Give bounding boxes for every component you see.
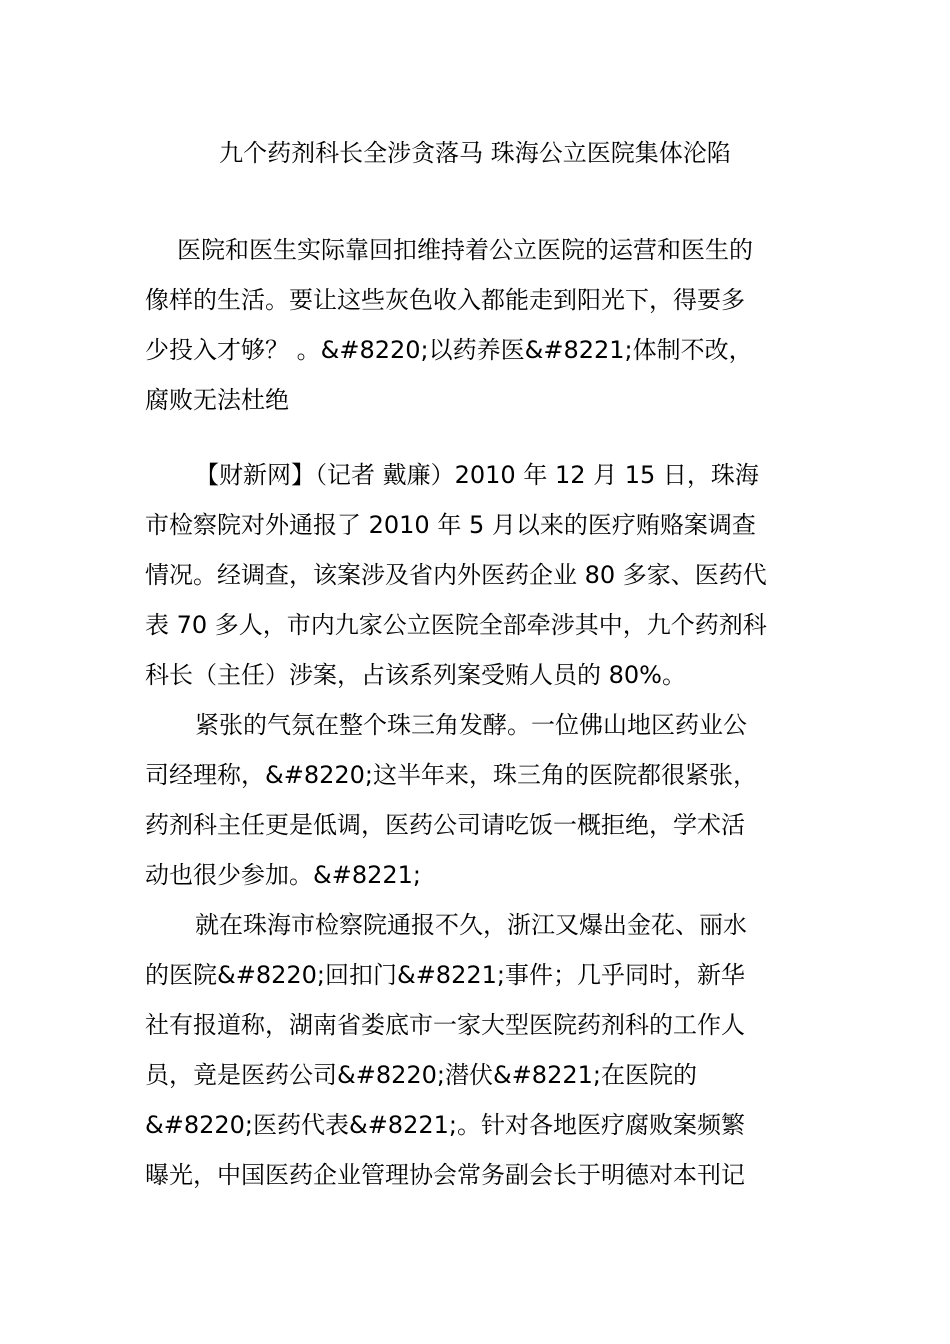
text-line: 【财新网】（记者 戴廉）2010 年 12 月 15 日，珠海 (195, 461, 759, 489)
text-line: 曝光，中国医药企业管理协会常务副会长于明德对本刊记 (145, 1161, 745, 1189)
text-line: 像样的生活。要让这些灰色收入都能走到阳光下，得要多 (145, 286, 745, 314)
text-line: 员，竟是医药公司&#8220;潜伏&#8221;在医院的 (145, 1061, 697, 1089)
text-line: 科长（主任）涉案，占该系列案受贿人员的 80%。 (145, 661, 686, 689)
text-line: 市检察院对外通报了 2010 年 5 月以来的医疗贿赂案调查 (145, 511, 756, 539)
text-line: 情况。经调查，该案涉及省内外医药企业 80 多家、医药代 (145, 561, 767, 589)
text-line: 表 70 多人，市内九家公立医院全部牵涉其中，九个药剂科 (145, 611, 767, 639)
text-line: 的医院&#8220;回扣门&#8221;事件；几乎同时，新华 (145, 961, 745, 989)
text-line: 少投入才够？ 。&#8220;以药养医&#8221;体制不改， (145, 336, 753, 364)
text-line: 医院和医生实际靠回扣维持着公立医院的运营和医生的 (177, 236, 753, 264)
text-line: 司经理称，&#8220;这半年来，珠三角的医院都很紧张， (145, 761, 757, 789)
text-line: 就在珠海市检察院通报不久，浙江又爆出金花、丽水 (195, 911, 747, 939)
article-title: 九个药剂科长全涉贪落马 珠海公立医院集体沦陷 (219, 139, 731, 167)
paragraph-pearl-river-delta (145, 700, 815, 900)
text-line: 社有报道称，湖南省娄底市一家大型医院药剂科的工作人 (145, 1011, 745, 1039)
text-line: 动也很少参加。&#8221; (145, 861, 421, 889)
paragraph-intro (145, 225, 815, 425)
text-line: 紧张的气氛在整个珠三角发酵。一位佛山地区药业公 (195, 711, 747, 739)
paragraph-caixin-report (145, 450, 815, 700)
text-line: &#8220;医药代表&#8221;。针对各地医疗腐败案频繁 (145, 1111, 745, 1139)
text-line: 药剂科主任更是低调，医药公司请吃饭一概拒绝，学术活 (145, 811, 745, 839)
paragraph-other-cases (145, 900, 815, 1200)
text-line: 腐败无法杜绝 (145, 386, 289, 414)
